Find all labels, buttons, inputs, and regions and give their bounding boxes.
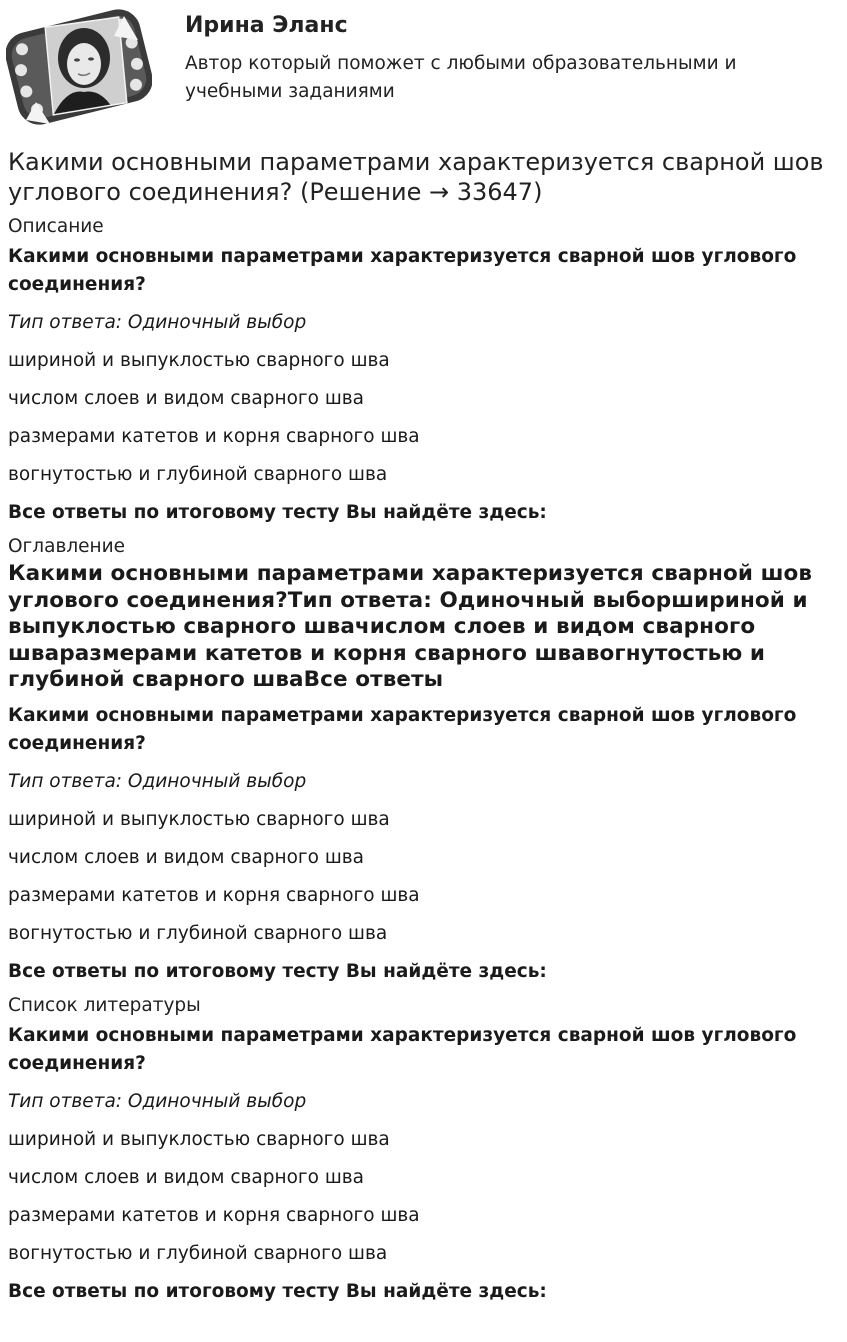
page-title: Какими основными параметрами характеризуется сварной шов углового соединения? (Решение → 33647) xyxy=(8,148,824,206)
answer-option: числом слоев и видом сварного шва xyxy=(8,846,365,868)
answer-option: вогнутостью и глубиной сварного шва xyxy=(8,922,388,944)
author-name[interactable]: Ирина Эланс xyxy=(185,13,348,38)
section-label-literature: Список литературы xyxy=(8,994,201,1016)
avatar xyxy=(6,6,152,128)
film-frame-portrait-icon xyxy=(6,6,152,128)
section-label-description: Описание xyxy=(8,216,104,237)
answer-option: шириной и выпуклостью сварного шва xyxy=(8,1128,390,1150)
answer-option: размерами катетов и корня сварного шва xyxy=(8,884,420,906)
answer-option: шириной и выпуклостью сварного шва xyxy=(8,350,390,371)
answer-option: шириной и выпуклостью сварного шва xyxy=(8,808,390,830)
author-description: Автор который поможет с любыми образовательными и учебными заданиями xyxy=(185,53,737,102)
answer-type: Тип ответа: Одиночный выбор xyxy=(8,770,307,792)
answer-option: вогнутостью и глубиной сварного шва xyxy=(8,464,388,485)
answer-type: Тип ответа: Одиночный выбор xyxy=(8,312,307,333)
answer-option: размерами катетов и корня сварного шва xyxy=(8,1204,420,1226)
section-label-toc: Оглавление xyxy=(8,536,126,557)
question-text: Какими основными параметрами характеризуется сварной шов углового соединения? xyxy=(8,1024,797,1074)
question-text: Какими основными параметрами характеризуется сварной шов углового соединения? xyxy=(8,246,797,295)
author-header xyxy=(0,0,847,140)
answer-type: Тип ответа: Одиночный выбор xyxy=(8,1090,307,1112)
answer-option: числом слоев и видом сварного шва xyxy=(8,1166,365,1188)
answers-footer: Все ответы по итоговому тесту Вы найдёте здесь: xyxy=(8,502,547,523)
answer-option: вогнутостью и глубиной сварного шва xyxy=(8,1242,388,1264)
answer-option: числом слоев и видом сварного шва xyxy=(8,388,365,409)
answers-footer: Все ответы по итоговому тесту Вы найдёте здесь: xyxy=(8,960,547,982)
answer-option: размерами катетов и корня сварного шва xyxy=(8,426,420,447)
answers-footer: Все ответы по итоговому тесту Вы найдёте здесь: xyxy=(8,1280,547,1302)
main-content xyxy=(8,147,838,1312)
question-text: Какими основными параметрами характеризуется сварной шов углового соединения? xyxy=(8,704,797,754)
toc-summary: Какими основными параметрами характеризуется сварной шов углового соединения?Тип ответа: Одиночный выборшириной и выпуклостью сварного швачислом слоев и видом сварного шваразмерами катетов и корня сварного швавогнутостью и глубиной сварного шваВсе ответы xyxy=(8,561,813,692)
